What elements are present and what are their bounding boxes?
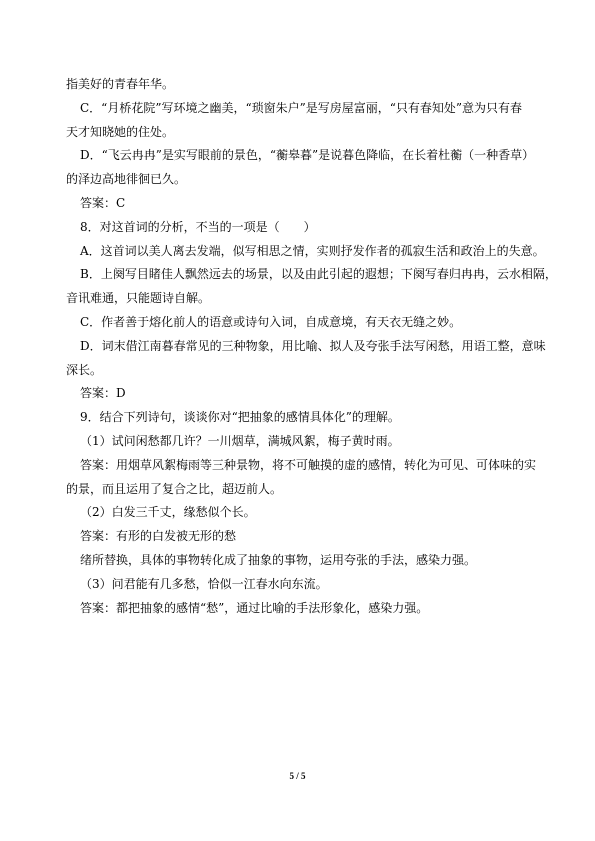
answer-line: 答案：D: [80, 386, 126, 401]
option-line: A．这首词以美人离去发端，似写相思之情，实则抒发作者的孤寂生活和政治上的失意。: [80, 243, 545, 258]
page-number: 5 / 5: [289, 771, 306, 781]
answer-line: 答案：都把抽象的感情“愁”，通过比喻的手法形象化，感染力强。: [80, 600, 429, 615]
answer-line: 答案：C: [80, 195, 126, 210]
text-line: 天才知晓她的住处。: [66, 124, 175, 139]
answer-line: 答案：用烟草风絮梅雨等三种景物，将不可触摸的虚的感情，转化为可见、可体味的实: [80, 457, 537, 472]
text-line: 深长。: [66, 362, 103, 377]
option-line: B．上阕写目睹佳人飘然远去的场景，以及由此引起的遐想；下阕写春归冉冉，云水相隔，: [80, 267, 557, 282]
text-line: 绪所替换，具体的事物转化成了抽象的事物，运用夸张的手法，感染力强。: [80, 552, 477, 567]
poem-line: （2）白发三千丈，缘愁似个长。: [80, 505, 256, 520]
text-line: C．“月桥花院”写环境之幽美，“琐窗朱户”是写房屋富丽，“只有春知处”意为只有春: [80, 100, 522, 115]
poem-line: （1）试问闲愁都几许？一川烟草，满城风絮，梅子黄时雨。: [80, 433, 400, 448]
text-line: 音讯难通，只能题诗自解。: [66, 291, 211, 306]
question-line: 8．对这首词的分析，不当的一项是（ ）: [80, 219, 316, 234]
option-line: D．词末借江南暮春常见的三种物象，用比喻、拟人及夸张手法写闲愁，用语工整，意味: [80, 338, 546, 353]
text-line: 的景，而且运用了复合之比，超迈前人。: [66, 481, 283, 496]
text-line: 的泽边高地徘徊已久。: [66, 172, 187, 187]
document-body: [66, 73, 557, 620]
poem-line: （3）问君能有几多愁，恰似一江春水向东流。: [80, 576, 328, 591]
option-line: C．作者善于熔化前人的语意或诗句入词，自成意境，有天衣无缝之妙。: [80, 314, 462, 329]
question-line: 9．结合下列诗句，谈谈你对“把抽象的感情具体化”的理解。: [80, 410, 400, 425]
text-line: 指美好的青春年华。: [66, 77, 175, 91]
text-line: D．“飞云冉冉”是实写眼前的景色，“蘅皋暮”是说暮色降临，在长着杜蘅（一种香草）: [80, 148, 535, 163]
answer-line: 答案：有形的白发被无形的愁: [80, 529, 237, 544]
